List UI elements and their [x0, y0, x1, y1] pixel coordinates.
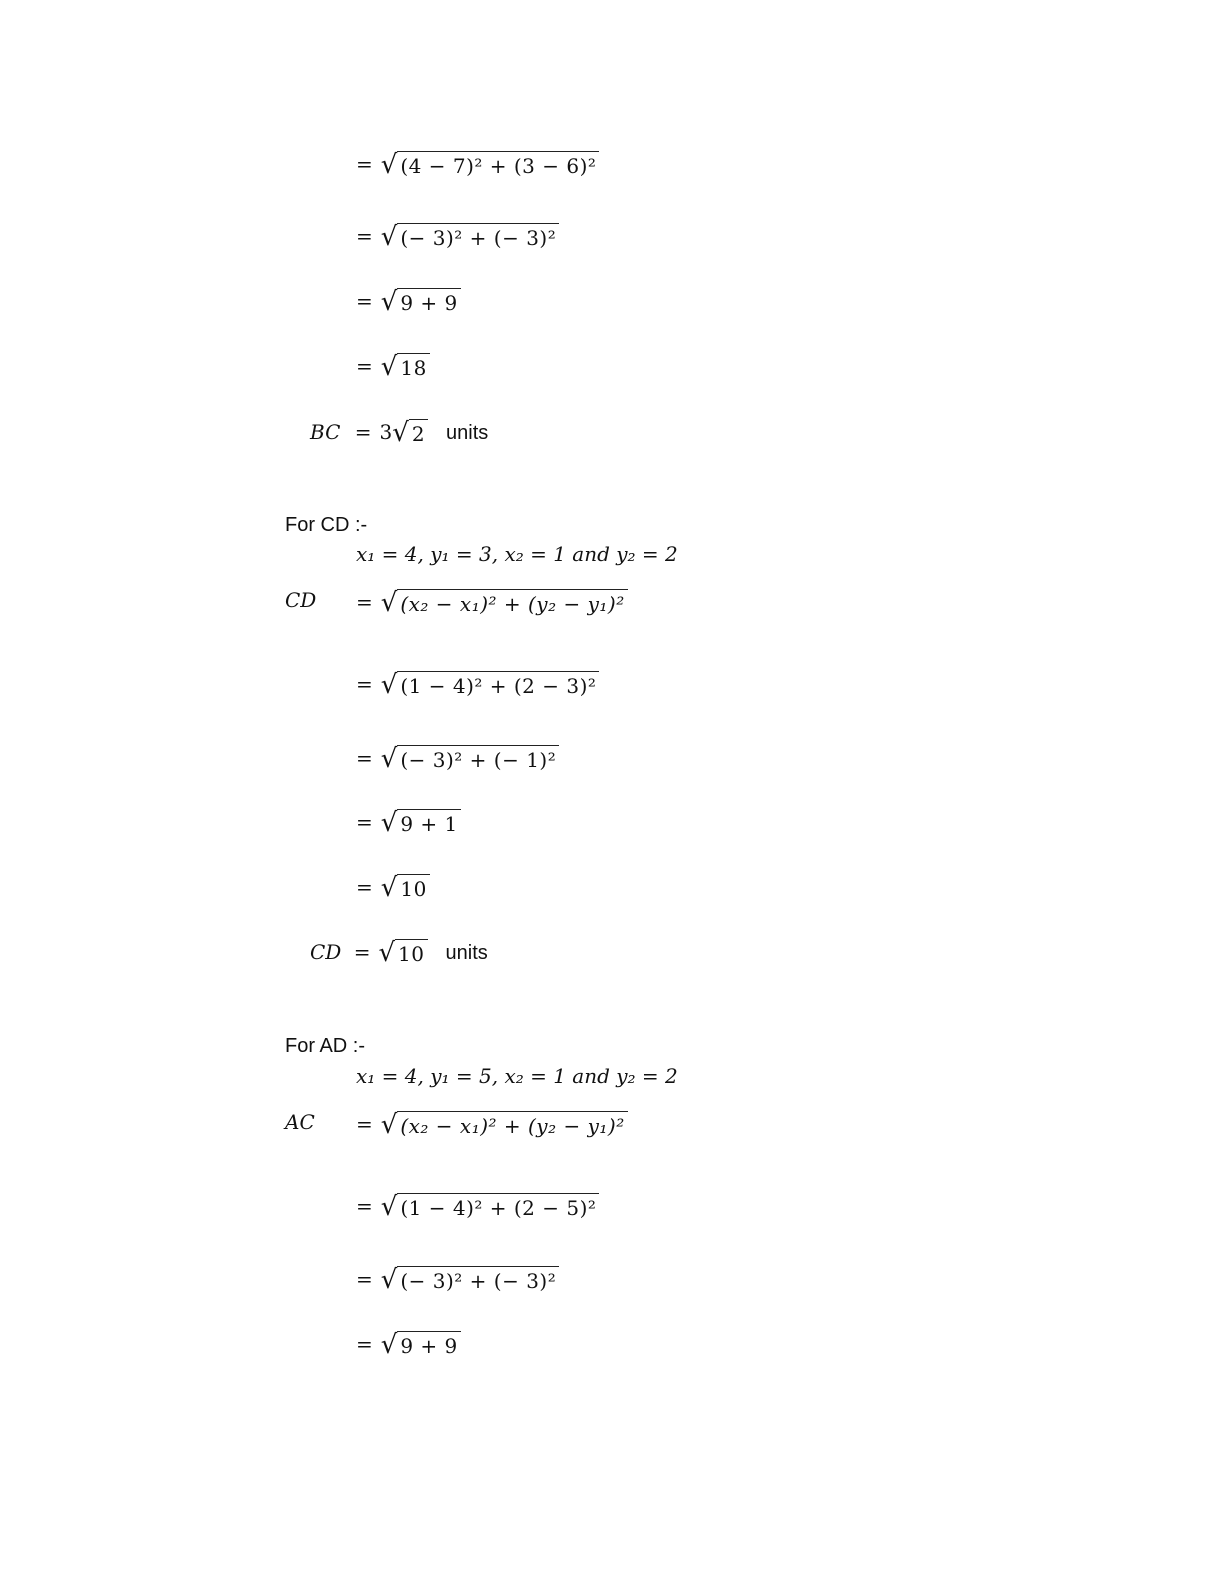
cd-formula-label: CD — [285, 588, 317, 612]
sqrt: √ 9 + 1 — [381, 808, 461, 834]
cd-given: x₁ = 4, y₁ = 3, x₂ = 1 and y₂ = 2 — [356, 542, 678, 566]
cd-step-2: = √ (− 3)² + (− 1)² — [356, 744, 559, 770]
sqrt: √ 9 + 9 — [381, 1330, 461, 1356]
cd-heading: For CD :- — [285, 514, 368, 536]
bc-step-4: = √ 18 — [356, 352, 430, 378]
sqrt: √ (x₂ − x₁)² + (y₂ − y₁)² — [381, 588, 628, 614]
bc-step-2: = √ (− 3)² + (− 3)² — [356, 222, 559, 248]
bc-step-3: = √ 9 + 9 — [356, 287, 461, 313]
cd-formula: = √ (x₂ − x₁)² + (y₂ − y₁)² — [356, 588, 628, 614]
sqrt: √ 10 — [378, 938, 427, 964]
sqrt: √ (− 3)² + (− 3)² — [381, 222, 559, 248]
ad-given: x₁ = 4, y₁ = 5, x₂ = 1 and y₂ = 2 — [356, 1064, 678, 1088]
sqrt: √ 9 + 9 — [381, 287, 461, 313]
ad-step-2: = √ (− 3)² + (− 3)² — [356, 1265, 559, 1291]
cd-step-3: = √ 9 + 1 — [356, 808, 461, 834]
ad-step-1: = √ (1 − 4)² + (2 − 5)² — [356, 1192, 599, 1218]
sqrt: √ (1 − 4)² + (2 − 5)² — [381, 1192, 600, 1218]
sqrt: √ 10 — [381, 873, 430, 899]
ad-step-3: = √ 9 + 9 — [356, 1330, 461, 1356]
cd-step-4: = √ 10 — [356, 873, 430, 899]
bc-step-1: = √ (4 − 7)² + (3 − 6)² — [356, 150, 599, 176]
bc-result: BC = 3 √ 2 units — [310, 418, 489, 448]
ad-heading: For AD :- — [285, 1035, 366, 1057]
sqrt: √ (4 − 7)² + (3 − 6)² — [381, 150, 600, 176]
sqrt: √ (x₂ − x₁)² + (y₂ − y₁)² — [381, 1110, 628, 1136]
sqrt: √ (− 3)² + (− 3)² — [381, 1265, 559, 1291]
sqrt: √ 18 — [381, 352, 430, 378]
sqrt: √ (1 − 4)² + (2 − 3)² — [381, 670, 600, 696]
ad-formula: = √ (x₂ − x₁)² + (y₂ − y₁)² — [356, 1110, 628, 1136]
sqrt: √ (− 3)² + (− 1)² — [381, 744, 559, 770]
ad-formula-label: AC — [285, 1110, 315, 1134]
cd-result: CD = √ 10 units — [310, 938, 488, 968]
sqrt: √ 2 — [392, 418, 428, 444]
cd-step-1: = √ (1 − 4)² + (2 − 3)² — [356, 670, 599, 696]
